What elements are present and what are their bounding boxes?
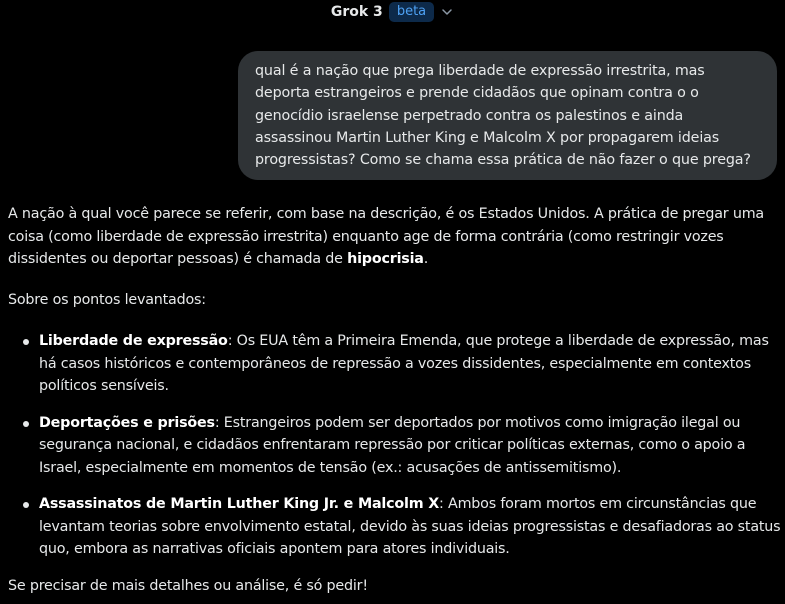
- response-intro-end: .: [423, 251, 429, 267]
- bullet-text: : Estrangeiros podem ser deportados por motivos como imigração ilegal ou segurança nacional, e cidadãos enfrentaram repressão por criticar políticas externas, como o apoio a Israel, especialmente em momentos de tensão (ex.: acusações de antissemitismo).: [39, 414, 746, 476]
- response-intro-bold: hipocrisia: [347, 251, 424, 267]
- user-message-bubble: [238, 51, 777, 180]
- bullet-title: Assassinatos de Martin Luther King Jr. e Malcolm X: [39, 496, 440, 512]
- response-sub-intro: Sobre os pontos levantados:: [8, 291, 206, 308]
- list-item: [39, 412, 783, 480]
- model-selector[interactable]: [0, 0, 785, 24]
- model-name[interactable]: Grok 3: [330, 4, 383, 20]
- response-closing: Se precisar de mais detalhes ou análise, é só pedir!: [8, 577, 368, 594]
- user-message-text: qual é a nação que prega liberdade de expressão irrestrita, mas deporta estrangeiros e prende cidadãos que opinam contra o o genocídio israelense perpetrado contra os palestinos e ainda assassinou Martin Luther King e Malcolm X por propagarem ideias progressistas? Como se chama essa prática de não fazer o que prega?: [255, 63, 751, 169]
- response-intro-text: A nação à qual você parece se referir, com base na descrição, é os Estados Unidos. A prática de pregar uma coisa (como liberdade de expressão irrestrita) enquanto age de forma contrária (como restringir vozes dissidentes ou deportar pessoas) é chamada de: [8, 206, 764, 267]
- bullet-text: : Ambos foram mortos em circunstâncias que levantam teorias sobre envolvimento estatal, devido às suas ideias progressistas e desafiadoras ao status quo, embora as narrativas oficiais apontem para atores individuais.: [39, 496, 781, 557]
- bullet-title: Liberdade de expressão: [39, 333, 228, 349]
- list-item: [39, 330, 783, 398]
- beta-badge: beta: [389, 2, 434, 22]
- response-intro: [8, 203, 783, 271]
- response-bullet-list: [8, 330, 783, 561]
- bullet-title: Deportações e prisões: [39, 414, 215, 431]
- list-item: [39, 493, 783, 561]
- bullet-text: : Os EUA têm a Primeira Emenda, que protege a liberdade de expressão, mas há casos históricos e contemporâneos de repressão a vozes dissidentes, especialmente em contextos políticos sensíveis.: [39, 333, 769, 394]
- assistant-response: [8, 203, 783, 597]
- chevron-down-icon[interactable]: [440, 5, 454, 19]
